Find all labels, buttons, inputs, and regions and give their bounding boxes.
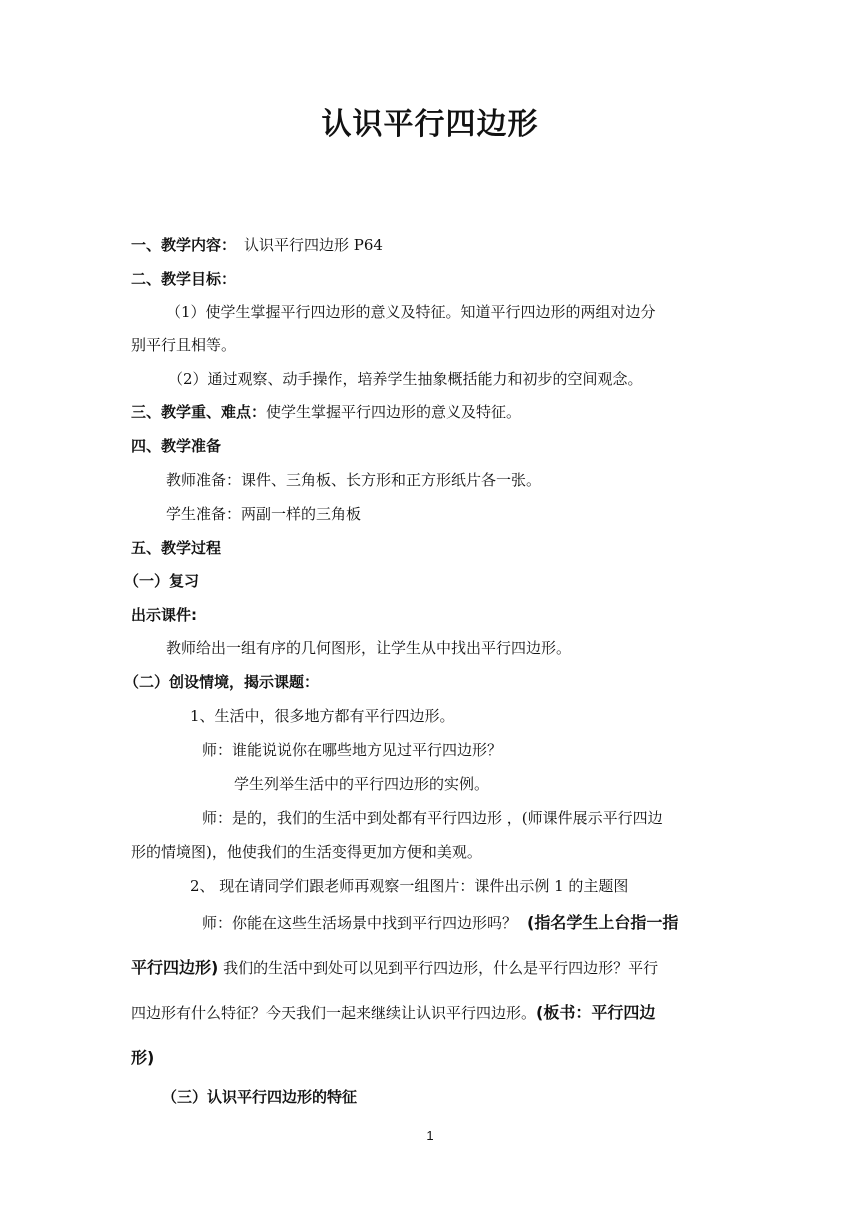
section-goals-label: 二、教学目标： [131,270,237,288]
teacher-prompt-line-4 [131,1047,731,1069]
section-label: 一、教学内容： [131,236,237,254]
teacher-prompt-text: 师：你能在这些生活场景中找到平行四边形吗？ [202,914,518,932]
teacher-prompt-text: 四边形有什么特征？今天我们一起来继续让认识平行四边形。 [131,1004,537,1022]
situation-heading: （二）创设情境，揭示课题： [124,673,320,691]
teacher-prompt-bold: (板书：平行四边 [536,1003,656,1022]
teacher-prompt-bold: 平行四边形) [131,958,219,977]
section-label: 三、教学重、难点： [131,403,267,421]
goal-1-line-1: （1）使学生掌握平行四边形的意义及特征。知道平行四边形的两组对边分 [166,303,656,321]
student-examples: 学生列举生活中的平行四边形的实例。 [234,775,490,793]
teacher-remark-line-1: 师：是的，我们的生活中到处都有平行四边形 ，(师课件展示平行四边 [202,809,663,827]
section-key-points [131,401,731,423]
teacher-remark-line-2: 形的情境图)，他使我们的生活变得更加方便和美观。 [131,843,482,861]
teacher-prompt-text: 我们的生活中到处可以见到平行四边形，什么是平行四边形？平行 [218,959,659,977]
goal-1-line-2: 别平行且相等。 [131,336,237,354]
teacher-prompt-line-2 [131,957,731,979]
teacher-prompt-line-3 [131,1002,731,1024]
courseware-label: 出示课件: [131,606,197,624]
teacher-preparation: 教师准备：课件、三角板、长方形和正方形纸片各一张。 [166,471,542,489]
document-title: 认识平行四边形 [321,107,539,142]
teacher-prompt-line-1 [202,912,802,934]
review-heading: （一）复习 [124,572,200,590]
student-preparation: 学生准备：两副一样的三角板 [166,505,362,523]
goal-2: （2）通过观察、动手操作，培养学生抽象概括能力和初步的空间观念。 [168,370,643,388]
page-number: 1 [426,1128,434,1143]
teacher-prompt-bold: (指名学生上台指一指 [527,913,679,932]
section-teaching-content [131,234,731,256]
section-text: 使学生掌握平行四边形的意义及特征。 [266,403,522,421]
section-preparation-label: 四、教学准备 [131,437,222,455]
review-text: 教师给出一组有序的几何图形，让学生从中找出平行四边形。 [166,639,572,657]
section-process-label: 五、教学过程 [131,539,222,557]
features-heading: （三）认识平行四边形的特征 [162,1088,358,1106]
teacher-question: 师：谁能说说你在哪些地方见过平行四边形？ [202,741,503,759]
process-point-1: 1、生活中，很多地方都有平行四边形。 [190,707,455,725]
process-point-2: 2、 现在请同学们跟老师再观察一组图片：课件出示例 1 的主题图 [190,877,629,895]
section-text: 认识平行四边形 P64 [244,236,383,254]
teacher-prompt-bold: 形) [131,1048,155,1067]
